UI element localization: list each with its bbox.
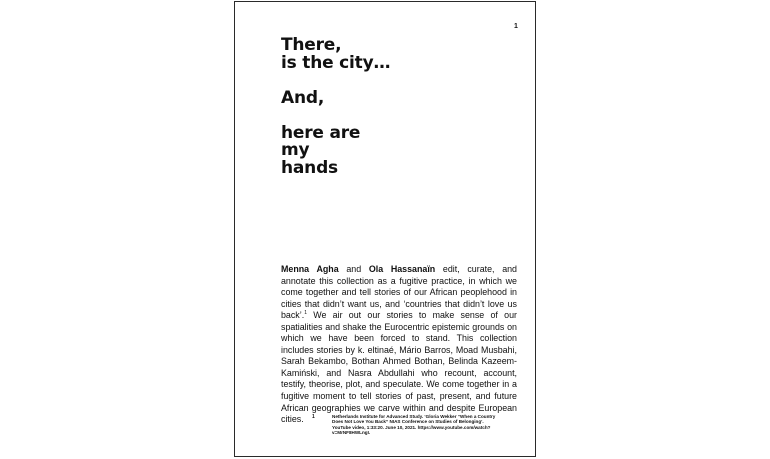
author-name: Menna Agha <box>281 264 339 274</box>
title-line: here are <box>281 122 361 143</box>
footnote-reference: 1 <box>304 310 307 317</box>
page-number: 1 <box>514 23 518 30</box>
footnote-number: 1 <box>312 414 315 420</box>
title-line: my <box>281 140 310 160</box>
title-line: There, <box>281 35 342 55</box>
title-gap <box>281 107 481 125</box>
title-line: is the city… <box>281 52 391 73</box>
title-gap <box>281 72 481 90</box>
author-connector: and <box>338 264 369 274</box>
author-name: Ola Hassanaïn <box>368 264 436 274</box>
page-title <box>281 37 481 177</box>
body-paragraph <box>281 264 517 426</box>
body-text-part: We air out our stories to make sense of our spatialities and shake the Eurocentric epistemic grounds on which we have been forced to stand. This collection includes stories by k. eltinaé, Mário Barros, Moad Musbahi, Sarah Bekambo, Bothan Ahmed Bothan, Belinda Kazeem-Kamiński, and Nasra Abdullahi who recount, account, testify, theorise, plot, and speculate. We come together in a fugitive moment to tell stories of past, present, and future African geographies we carve within and despite European cities. <box>281 310 517 425</box>
document-page <box>234 1 536 457</box>
footnote-text: Netherlands Institute for Advanced Study. ‘Gloria Wekker “When a Country Does Not Love You Back” NIAS Conference on Studies of Belonging’. YouTube video, 1:33:20. June 10, 2021. https://www.youtube.com/watch?v=MrNF8HWLngI. <box>332 414 496 436</box>
body-text-part: edit, curate, and annotate this collection as a fugitive practice, in which we come together and tell stories of our African peoplehood in cities that didn’t want us, and ‘countries that didn’t love us back’. <box>281 264 517 321</box>
title-line: And, <box>281 87 325 108</box>
title-line: hands <box>281 157 338 178</box>
